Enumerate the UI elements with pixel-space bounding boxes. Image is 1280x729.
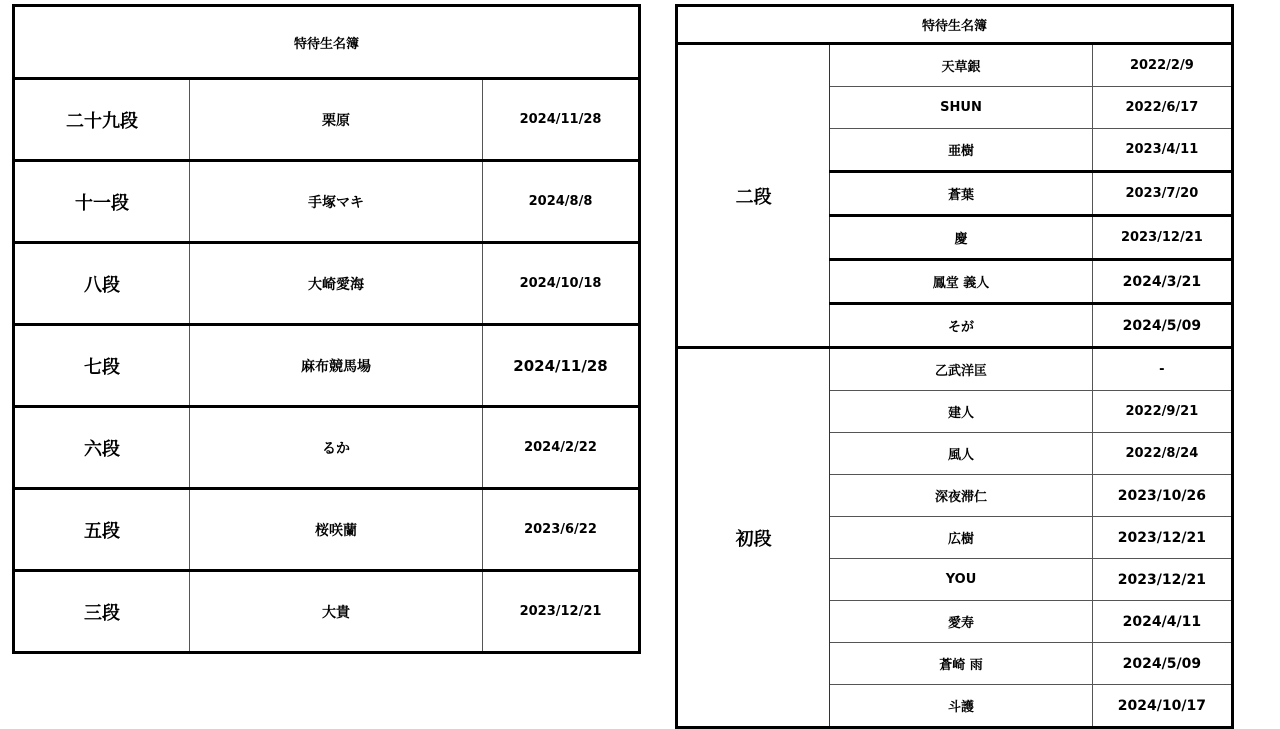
date-cell: 2024/10/18 — [483, 243, 640, 325]
date-cell: - — [1092, 348, 1232, 391]
rank-group-cell: 二段 — [677, 44, 830, 348]
name-cell: 麻布競馬場 — [190, 325, 483, 407]
name-cell: 栗原 — [190, 79, 483, 161]
date-cell: 2023/4/11 — [1092, 129, 1232, 172]
date-cell: 2023/6/22 — [483, 489, 640, 571]
rank-cell: 三段 — [14, 571, 190, 653]
date-cell: 2024/2/22 — [483, 407, 640, 489]
date-cell: 2024/5/09 — [1092, 304, 1232, 348]
date-cell: 2022/6/17 — [1092, 87, 1232, 129]
table-row — [677, 44, 1233, 87]
name-cell: 広樹 — [830, 517, 1092, 559]
name-cell: 慶 — [830, 216, 1092, 260]
date-cell: 2022/2/9 — [1092, 44, 1232, 87]
date-cell: 2022/9/21 — [1092, 391, 1232, 433]
table-row — [14, 407, 640, 489]
date-cell: 2024/11/28 — [483, 79, 640, 161]
name-cell: YOU — [830, 559, 1092, 601]
name-cell: 蒼崎 雨 — [830, 643, 1092, 685]
date-cell: 2023/12/21 — [519, 604, 602, 619]
table-row — [14, 571, 640, 653]
name-cell: 桜咲蘭 — [190, 489, 483, 571]
rank-cell: 八段 — [14, 243, 190, 325]
date-cell: 2022/8/24 — [1092, 433, 1232, 475]
rank-cell: 十一段 — [14, 161, 190, 243]
rank-cell: 二十九段 — [14, 79, 190, 161]
date-cell: 2023/7/20 — [1092, 172, 1232, 216]
date-cell: 2024/3/21 — [1092, 260, 1232, 304]
name-cell: 乙武洋匡 — [830, 348, 1092, 391]
rank-cell: 七段 — [14, 325, 190, 407]
name-cell: 鳳堂 義人 — [830, 260, 1092, 304]
date-cell: 2023/12/21 — [1092, 517, 1232, 559]
date-cell: 2023/12/21 — [1092, 216, 1232, 260]
name-cell: 深夜滞仁 — [830, 475, 1092, 517]
name-cell: 手塚マキ — [190, 161, 483, 243]
name-cell: 建人 — [830, 391, 1092, 433]
right-table-title: 特待生名簿 — [677, 6, 1233, 44]
left-table-title: 特待生名簿 — [14, 6, 640, 79]
name-cell: 風人 — [830, 433, 1092, 475]
date-cell: 2024/8/8 — [483, 161, 640, 243]
date-cell: 2024/11/28 — [483, 325, 640, 407]
name-cell: るか — [190, 407, 483, 489]
date-cell: 2024/10/17 — [1117, 697, 1206, 714]
rank-cell: 六段 — [14, 407, 190, 489]
name-cell: SHUN — [830, 87, 1092, 129]
rank-cell: 五段 — [14, 489, 190, 571]
name-cell: 大貴 — [190, 571, 483, 653]
table-row — [677, 348, 1233, 391]
name-cell: 天草銀 — [830, 44, 1092, 87]
date-cell: 2023/10/26 — [1092, 475, 1232, 517]
date-cell: 2024/5/09 — [1092, 643, 1232, 685]
right-roster-table — [675, 4, 1234, 729]
table-row — [14, 325, 640, 407]
rank-group-cell: 初段 — [677, 348, 830, 728]
name-cell: 蒼葉 — [830, 172, 1092, 216]
name-cell: 愛寿 — [830, 601, 1092, 643]
name-cell: 大崎愛海 — [190, 243, 483, 325]
left-roster-table — [12, 4, 641, 654]
name-cell: 亜樹 — [830, 129, 1092, 172]
name-cell: 斗護 — [830, 685, 1092, 728]
table-row — [14, 243, 640, 325]
table-row — [14, 489, 640, 571]
date-cell: 2024/4/11 — [1092, 601, 1232, 643]
table-row — [14, 79, 640, 161]
date-cell: 2023/12/21 — [1092, 559, 1232, 601]
table-row — [14, 161, 640, 243]
name-cell: そが — [830, 304, 1092, 348]
